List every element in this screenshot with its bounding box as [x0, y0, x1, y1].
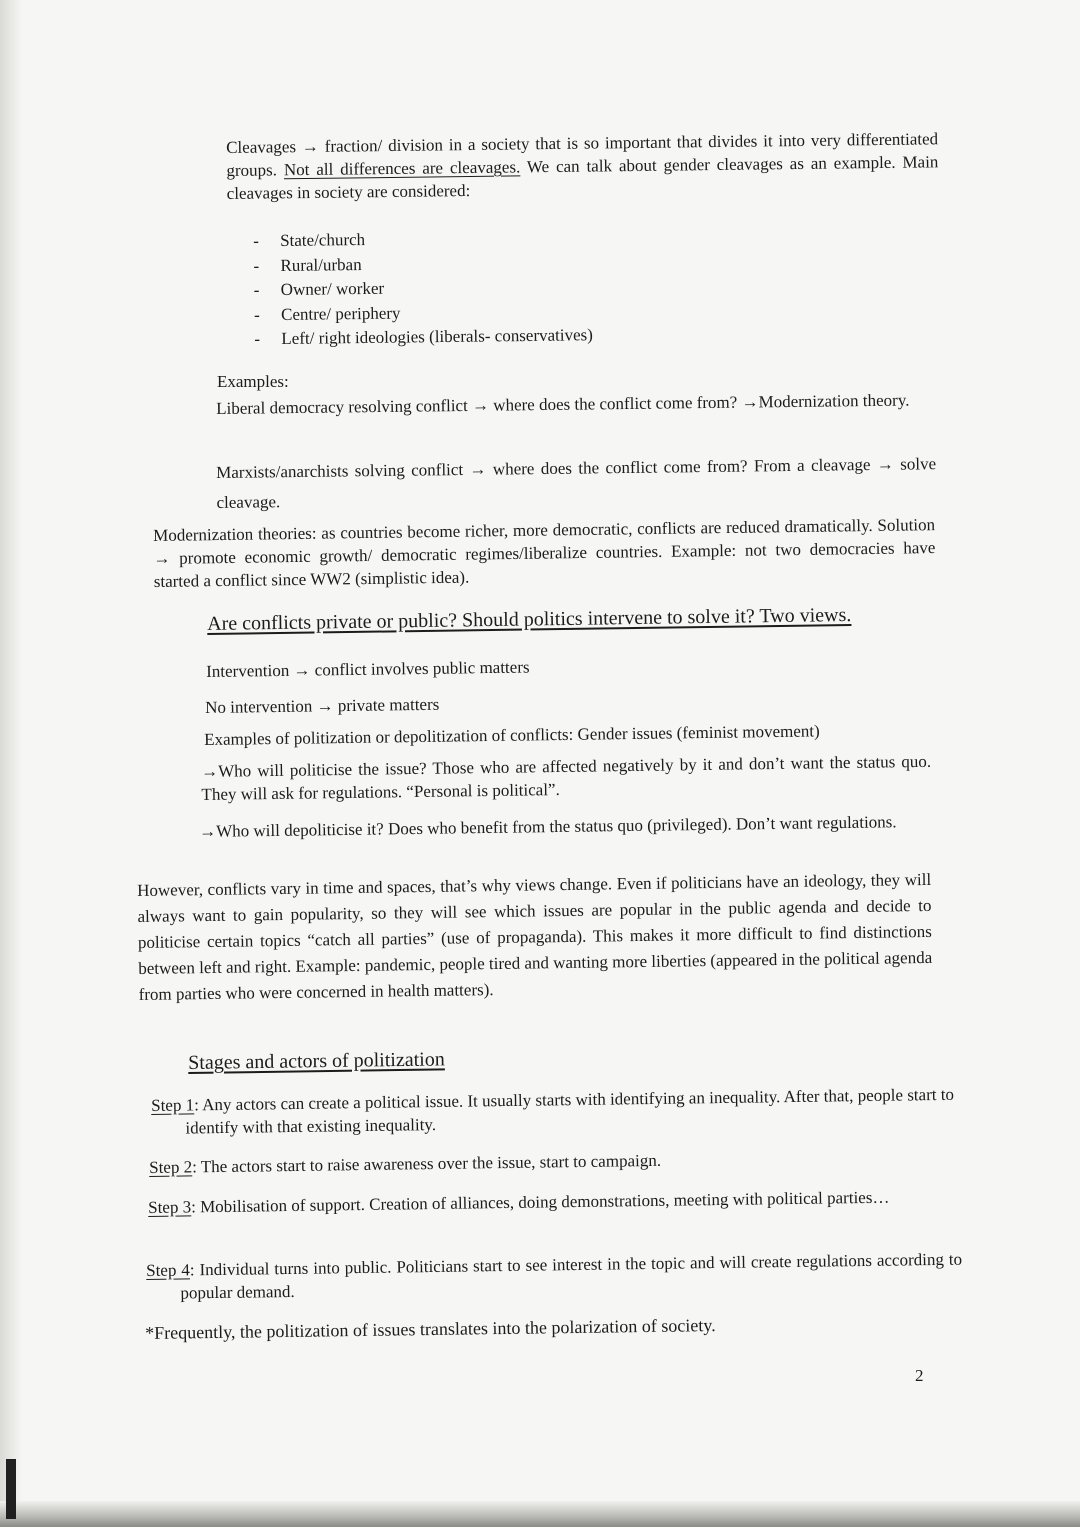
list-item-text: State/church: [280, 229, 366, 250]
step-item: [151, 1083, 966, 1140]
step-label: Step 4: [146, 1260, 190, 1280]
list-item-text: Centre/ periphery: [280, 303, 401, 324]
cleavages-underlined-note: Not all differences are cleavages.: [283, 157, 521, 180]
step-item: [146, 1248, 963, 1305]
cleavages-definition: fraction/ division in a society that is so important that divides it into very differentiated groups.: [226, 129, 939, 180]
list-item: - Owner/ worker: [253, 278, 385, 300]
step-item: [148, 1185, 964, 1219]
however-paragraph: However, conflicts vary in time and spaces, that’s why views change. Even if politicians have an ideology, they will always want to gain popularity, so they will see which issues are popular in the public agenda and decide to politicise certain topics “catch all parties” (use of propaganda). This makes it more difficult to find distinctions between left and right. Example: pandemic, people tired and wanting more liberties (appeared in the political agenda from parties who were concerned in health matters).: [137, 869, 933, 1004]
list-item-text: Owner/ worker: [280, 278, 385, 299]
list-item: - Left/ right ideologies (liberals- conservatives): [254, 325, 593, 349]
page-number: 2: [915, 1366, 924, 1385]
list-item-text: Rural/urban: [280, 254, 362, 275]
list-item: - Rural/urban: [253, 254, 362, 275]
arrow-glyph: →: [301, 136, 319, 157]
list-item: - State/church: [253, 229, 366, 251]
list-item-text: Left/ right ideologies (liberals- conservatives): [281, 325, 593, 348]
modernization-paragraph: Modernization theories: as countries become richer, more democratic, conflicts are reduced dramatically. Solution → promote economic growth/ democratic regimes/liberalize countries. Example: not two democracies have started a conflict since WW2 (simplistic idea).: [153, 515, 936, 591]
step-item: [149, 1145, 929, 1179]
examples-marxist: Marxists/anarchists solving conflict → where does the conflict come from? From a cleavage → solve cleavage.: [216, 454, 937, 512]
examples-label: Examples:: [217, 372, 289, 391]
step-label: Step 3: [148, 1197, 192, 1217]
cleavages-term: Cleavages: [226, 137, 297, 157]
cleavages-list: [253, 224, 681, 351]
step-text: : Individual turns into public. Politicians start to see interest in the topic and will create regulations according to popular demand.: [180, 1249, 963, 1303]
list-item: - Centre/ periphery: [253, 303, 401, 324]
politization-examples-line: Examples of politization or depolitization of conflicts: Gender issues (feminist movement): [204, 721, 820, 749]
step-text: : The actors start to raise awareness over the issue, start to campaign.: [192, 1150, 662, 1177]
public-private-heading: Are conflicts private or public? Should politics intervene to solve it? Two views.: [207, 604, 852, 635]
step-text: : Any actors can create a political issue. It usually starts with identifying an inequality. After that, people start to identify with that existing inequality.: [185, 1084, 955, 1138]
cleavages-continuation: We can talk about gender cleavages as an example. Main cleavages in society are considered:: [226, 152, 939, 203]
no-intervention-line: No intervention → private matters: [205, 694, 440, 717]
depoliticise-paragraph: →Who will depoliticise it? Does who benefit from the status quo (privileged). Don’t want regulations.: [199, 812, 897, 841]
step-text: : Mobilisation of support. Creation of alliances, doing demonstrations, meeting with political parties…: [191, 1187, 890, 1217]
intervention-line: Intervention → conflict involves public matters: [206, 657, 530, 681]
examples-liberal: Liberal democracy resolving conflict → where does the conflict come from? →Modernization theory.: [216, 390, 910, 418]
step-label: Step 2: [149, 1157, 193, 1177]
stages-heading: Stages and actors of politization: [188, 1048, 445, 1074]
step-label: Step 1: [151, 1095, 195, 1115]
cleavages-paragraph: [226, 127, 939, 205]
polarization-note: *Frequently, the politization of issues translates into the polarization of society.: [145, 1315, 716, 1343]
politicise-paragraph: →Who will politicise the issue? Those who are affected negatively by it and don’t want the status quo. They will ask for regulations. “Personal is political”.: [201, 751, 932, 804]
